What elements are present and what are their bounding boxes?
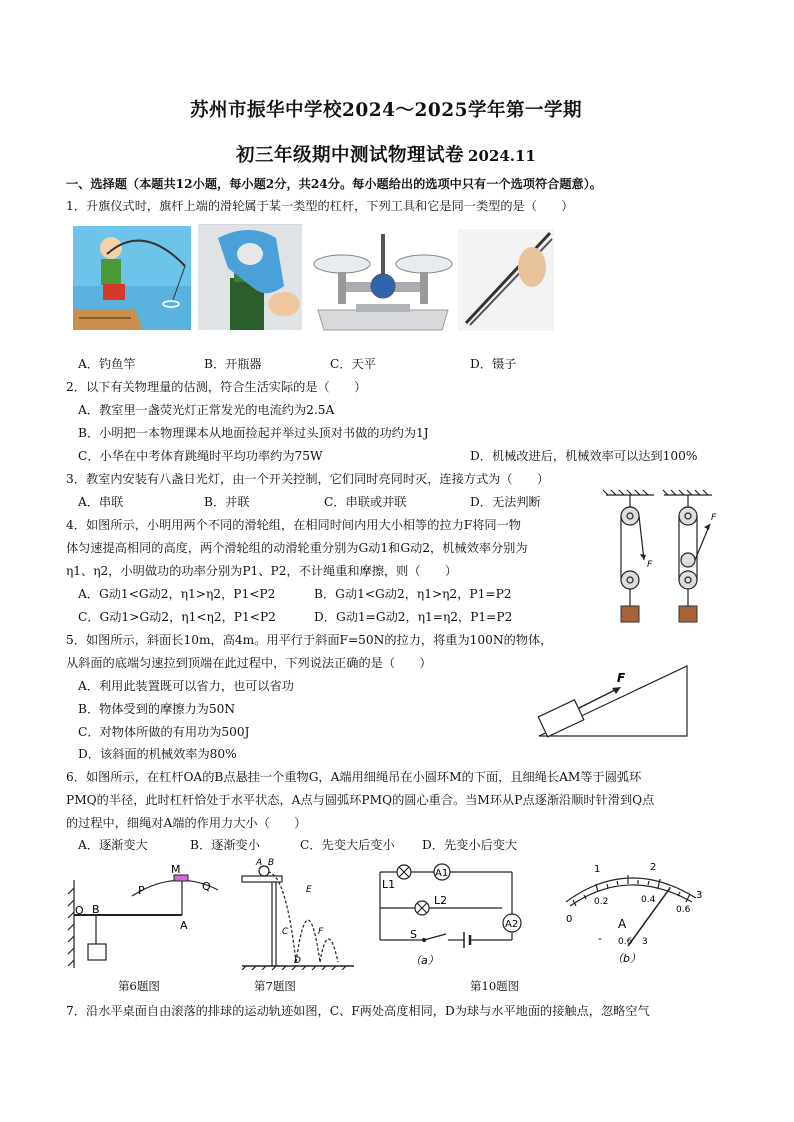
incline-figure <box>535 662 693 740</box>
ball-label-c: C <box>282 927 289 937</box>
lever-label-a: A <box>180 919 188 932</box>
q2-option-d[interactable]: D．机械改进后，机械效率可以达到100% <box>470 449 698 463</box>
meter-tick-0-6: 0.6 <box>676 905 691 915</box>
meter-unit-label: A <box>618 917 627 931</box>
q4-option-b[interactable]: B．G动1<G动2，η1>η2，P1=P2 <box>314 587 512 601</box>
bottle-opener-image <box>198 224 302 330</box>
q2-option-b[interactable]: B．小明把一本物理课本从地面捡起并举过头顶对书做的功约为1J <box>78 426 429 440</box>
q3-option-a[interactable]: A．串联 <box>78 495 124 509</box>
q6-option-a[interactable]: A．逐渐变大 <box>78 838 148 852</box>
meter-tick-2: 2 <box>650 862 657 873</box>
q4-line1: 4．如图所示，小明用两个不同的滑轮组，在相同时间内用大小相等的拉力F将同一物 <box>66 518 521 532</box>
lever-figure <box>66 860 226 970</box>
q6-option-d[interactable]: D．先变小后变大 <box>422 838 518 852</box>
q2-stem: 2．以下有关物理量的估测，符合生活实际的是（ ） <box>66 380 367 394</box>
q6-line3: 的过程中，细绳对A端的作用力大小（ ） <box>66 816 307 830</box>
meter-tick-0-4: 0.4 <box>641 895 656 905</box>
exam-title-text: 初三年级期中测试物理试卷 <box>236 145 465 166</box>
meter-tick-1: 1 <box>594 864 601 875</box>
ball-label-d: D <box>294 956 301 966</box>
q4-option-c[interactable]: C．G动1>G动2，η1<η2，P1<P2 <box>78 610 276 624</box>
fishing-rod-image <box>73 226 191 330</box>
meter-terminal-3: 3 <box>642 937 648 947</box>
circuit-label-l2: L2 <box>434 894 448 907</box>
q5-line2: 从斜面的底端匀速拉到顶端在此过程中，下列说法正确的是（ ） <box>66 656 432 670</box>
circuit-label-a: （a） <box>410 954 439 967</box>
q5-option-d[interactable]: D．该斜面的机械效率为80% <box>78 747 237 761</box>
lever-label-p: P <box>138 884 145 897</box>
lever-label-m: M <box>171 863 181 876</box>
q6-option-b[interactable]: B．逐渐变小 <box>190 838 260 852</box>
exam-title-line2 <box>236 141 536 167</box>
q1-stem: 1．升旗仪式时，旗杆上端的滑轮属于某一类型的杠杆，下列工具和它是同一类型的是（ ） <box>66 199 574 213</box>
q1-option-c[interactable]: C．天平 <box>330 357 376 371</box>
q1-option-a[interactable]: A．钓鱼竿 <box>78 357 136 371</box>
q3-options <box>78 491 578 513</box>
q3-stem: 3．教室内安装有八盏日光灯，由一个开关控制，它们同时亮同时灭，连接方式为（ ） <box>66 472 550 486</box>
ball-label-e: E <box>306 885 312 895</box>
balance-image <box>312 228 454 332</box>
q3-option-d[interactable]: D．无法判断 <box>470 495 541 509</box>
ball-label-a: A <box>256 858 263 868</box>
q1-option-b[interactable]: B．开瓶器 <box>204 357 262 371</box>
circuit-label-l1: L1 <box>382 878 396 891</box>
meter-tick-0-2: 0.2 <box>594 897 609 907</box>
q4-option-a[interactable]: A．G动1<G动2，η1>η2，P1<P2 <box>78 587 276 601</box>
q5-option-c[interactable]: C．对物体所做的有用功为500J <box>78 725 250 739</box>
q5-option-a[interactable]: A．利用此装置既可以省力，也可以省功 <box>78 679 294 693</box>
meter-terminal-0-6: 0.6 <box>618 937 633 947</box>
pulley-figure <box>600 488 720 630</box>
lever-label-b: B <box>92 903 100 916</box>
pulley-force-label-1: F <box>647 560 653 570</box>
ball-trajectory-figure <box>238 858 358 970</box>
q1-option-d[interactable]: D．镊子 <box>470 357 517 371</box>
circuit-figure <box>370 858 530 970</box>
q5-line1: 5．如图所示，斜面长10m，高4m。用平行于斜面F=50N的拉力，将重为100N的物体， <box>66 633 553 647</box>
caption-fig6: 第6题图 <box>118 979 160 993</box>
q4-line3: η1、η2，小明做功的功率分别为P1、P2，不计绳重和摩擦，则（ ） <box>66 564 458 578</box>
meter-terminal-minus: - <box>598 932 602 945</box>
q3-option-c[interactable]: C．串联或并联 <box>324 495 407 509</box>
q1-options <box>78 353 578 375</box>
incline-force-label: F <box>617 671 626 685</box>
q6-line1: 6．如图所示，在杠杆OA的B点悬挂一个重物G，A端用细绳吊在小圆环M的下面，且细绳长AM等于圆弧环 <box>66 770 642 784</box>
lever-label-o: O <box>75 904 84 917</box>
q5-option-b[interactable]: B．物体受到的摩擦力为50N <box>78 702 236 716</box>
ball-label-f: F <box>318 927 324 937</box>
tweezers-image <box>458 229 554 331</box>
q2-option-c[interactable]: C．小华在中考体育跳绳时平均功率约为75W <box>78 449 323 463</box>
q6-line2: PMQ的半径，此时杠杆恰处于水平状态，A点与圆弧环PMQ的圆心重合。当M环从P点逐渐沿顺时针滑到Q点 <box>66 793 655 807</box>
caption-fig7: 第7题图 <box>254 979 296 993</box>
meter-tick-0: 0 <box>566 914 573 925</box>
q4-option-d[interactable]: D．G动1=G动2，η1=η2，P1=P2 <box>314 610 513 624</box>
meter-label-b: （b） <box>612 952 641 965</box>
circuit-label-a1: A1 <box>435 868 449 879</box>
q3-option-b[interactable]: B．并联 <box>204 495 250 509</box>
q2-option-a[interactable]: A．教室里一盏荧光灯正常发光的电流约为2.5A <box>78 403 335 417</box>
q7-line1: 7．沿水平桌面自由滚落的排球的运动轨迹如图，C、F两处高度相同，D为球与水平地面的接触点，忽略空气 <box>66 1004 650 1018</box>
meter-tick-3: 3 <box>696 890 703 901</box>
ball-label-b: B <box>268 858 275 868</box>
circuit-label-s: S <box>410 928 417 941</box>
exam-title-line1: 苏州市振华中学校2024～2025学年第一学期 <box>190 100 582 121</box>
q6-options <box>78 834 598 856</box>
q6-option-c[interactable]: C．先变大后变小 <box>300 838 395 852</box>
exam-date: 2024.11 <box>468 147 536 165</box>
lever-label-q: Q <box>202 880 211 893</box>
pulley-force-label-2: F <box>711 513 717 523</box>
section-heading: 一、选择题（本题共12小题，每小题2分，共24分。每小题给出的选项中只有一个选项符合题意）。 <box>66 177 602 191</box>
ammeter-figure <box>536 858 716 970</box>
q4-line2: 体匀速提高相同的高度，两个滑轮组的动滑轮重分别为G动1和G动2，机械效率分别为 <box>66 541 528 555</box>
circuit-label-a2: A2 <box>505 919 519 930</box>
caption-fig10: 第10题图 <box>470 979 520 993</box>
